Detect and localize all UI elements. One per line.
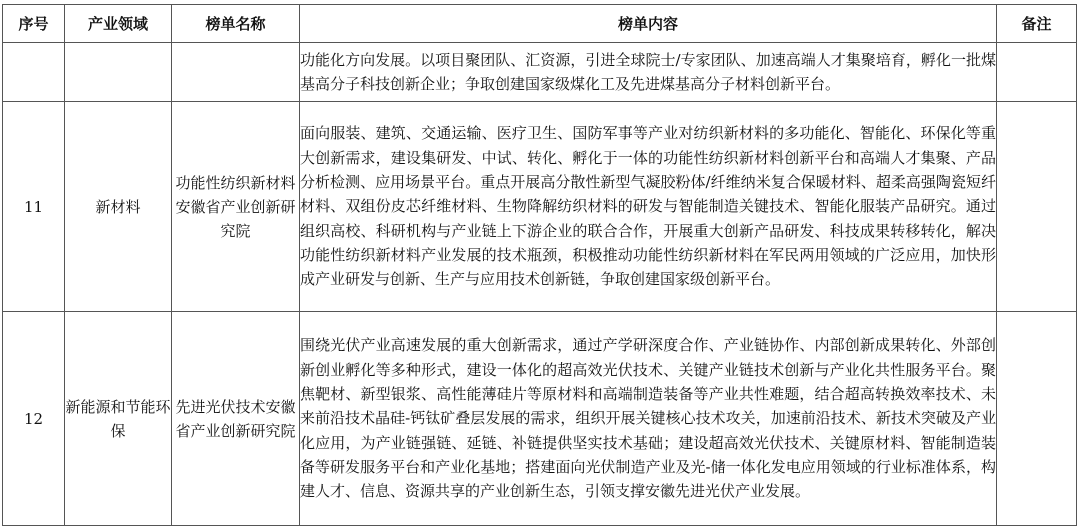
header-field: 产业领域 (65, 5, 172, 43)
cell-content: 功能化方向发展。以项目聚团队、汇资源，引进全球院士/专家团队、加速高端人才集聚培育，孵化一批煤基高分子科技创新企业；争取创建国家级煤化工及先进煤基高分子材料创新平台。 (300, 43, 997, 102)
table-row (3, 102, 1077, 312)
header-row (3, 5, 1077, 43)
cell-remark (997, 312, 1077, 526)
cell-name: 功能性纺织新材料安徽省产业创新研究院 (172, 102, 300, 312)
table-row (3, 312, 1077, 526)
table-body (3, 43, 1077, 526)
header-remark: 备注 (997, 5, 1077, 43)
cell-remark (997, 102, 1077, 312)
cell-content: 面向服装、建筑、交通运输、医疗卫生、国防军事等产业对纺织新材料的多功能化、智能化、环保化等重大创新需求，建设集研发、中试、转化、孵化于一体的功能性纺织新材料创新平台和高端人才集聚、产品分析检测、应用场景平台。重点开展高分散性新型气凝胶粉体/纤维纳米复合保暖材料、超柔高强陶瓷短纤材料、双组份皮芯纤维材料、生物降解纺织材料的研发与智能制造关键技术、智能化服装产品研究。通过组织高校、科研机构与产业链上下游企业的联合合作，开展重大创新产品研发、科技成果转移转化，解决功能性纺织新材料产业发展的技术瓶颈，积极推动功能性纺织新材料在军民两用领域的广泛应用，加快形成产业研发与创新、生产与应用技术创新链，争取创建国家级创新平台。 (300, 102, 997, 312)
cell-field (65, 43, 172, 102)
header-content: 榜单内容 (300, 5, 997, 43)
table-row (3, 43, 1077, 102)
header-seq: 序号 (3, 5, 65, 43)
cell-name: 先进光伏技术安徽省产业创新研究院 (172, 312, 300, 526)
cell-seq: 11 (3, 102, 65, 312)
cell-content: 围绕光伏产业高速发展的重大创新需求，通过产学研深度合作、产业链协作、内部创新成果转化、外部创新创业孵化等多种形式，建设一体化的超高效光伏技术、关键产业链技术创新与产业化共性服务平台。聚焦靶材、新型银浆、高性能薄硅片等原材料和高端制造装备等产业共性难题，结合超高转换效率技术、未来前沿技术晶硅-钙钛矿叠层发展的需求，组织开展关键核心技术攻关，加速前沿技术、新技术突破及产业化应用，为产业链强链、延链、补链提供坚实技术基础；建设超高效光伏技术、关键原材料、智能制造装备等研发服务平台和产业化基地；搭建面向光伏制造产业及光-储一体化发电应用领域的行业标准体系，构建人才、信息、资源共享的产业创新生态，引领支撑安徽先进光伏产业发展。 (300, 312, 997, 526)
cell-remark (997, 43, 1077, 102)
list-table (2, 4, 1077, 526)
cell-field: 新能源和节能环保 (65, 312, 172, 526)
cell-name (172, 43, 300, 102)
cell-seq: 12 (3, 312, 65, 526)
table-header (3, 5, 1077, 43)
header-name: 榜单名称 (172, 5, 300, 43)
cell-field: 新材料 (65, 102, 172, 312)
cell-seq (3, 43, 65, 102)
